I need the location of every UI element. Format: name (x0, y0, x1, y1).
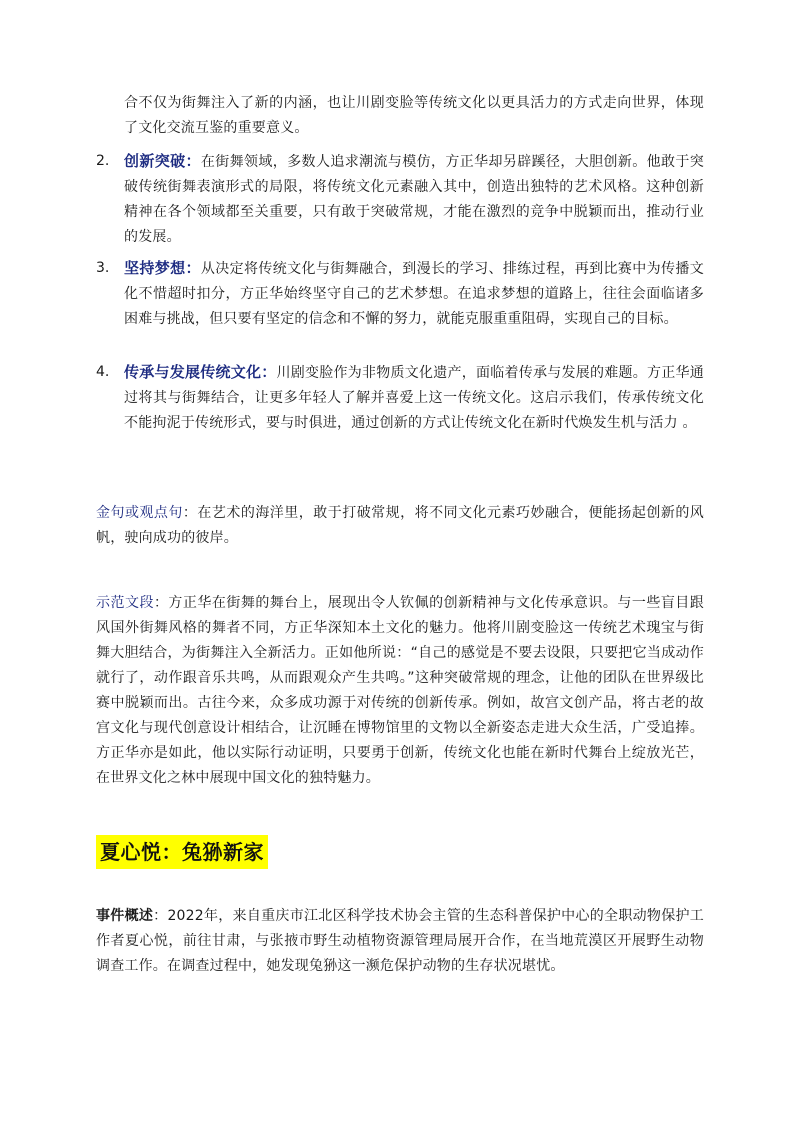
event-summary-separator: ： (153, 908, 168, 924)
list-number: 2. (96, 153, 110, 169)
list-term: 传承与发展传统文化： (124, 363, 277, 381)
golden-quote-label: 金句或观点句 (96, 505, 183, 521)
golden-quote-text: 在艺术的海洋里，敢于打破常规，将不同文化元素巧妙融合，便能扬起创新的风帆，驶向成功的彼岸。 (96, 505, 705, 546)
list-number: 4. (96, 364, 110, 380)
sample-paragraph (96, 591, 704, 791)
sample-paragraph-separator: ： (153, 595, 169, 611)
list-body (124, 149, 704, 250)
event-summary-paragraph (96, 904, 704, 979)
list-term: 创新突破： (124, 152, 201, 170)
section-heading: 夏心悦：兔狲新家 (96, 835, 268, 869)
list-text: 川剧变脸作为非物质文化遗产，面临着传承与发展的难题。方正华通过将其与街舞结合，让更多年轻人了解并喜爱上这一传统文化。这启示我们，传承传统文化不能拘泥于传统形式，要与时俱进，通过创新的方式让传统文化在新时代焕发生机与活力 。 (124, 365, 704, 431)
list-text: 在街舞领域，多数人追求潮流与模仿，方正华却另辟蹊径，大胆创新。他敢于突破传统街舞表演形式的局限，将传统文化元素融入其中，创造出独特的艺术风格。这种创新精神在各个领域都至关重要，只有敢于突破常规，才能在激烈的竞争中脱颖而出，推动行业的发展。 (124, 154, 704, 245)
list-body (124, 360, 704, 436)
list-term: 坚持梦想： (124, 259, 201, 277)
sample-paragraph-text: 方正华在街舞的舞台上，展现出令人钦佩的创新精神与文化传承意识。与一些盲目跟风国外街舞风格的舞者不同，方正华深知本土文化的魅力。他将川剧变脸这一传统艺术瑰宝与街舞大胆结合，为街舞注入全新活力。正如他所说：“自己的感觉是不要去设限，只要把它当成动作就行了，动作跟音乐共鸣，从而跟观众产生共鸣。”这种突破常规的理念，让他的团队在世界级比赛中脱颖而出。古往今来，众多成功源于对传统的创新传承。例如，故宫文创产品，将古老的故宫文化与现代创意设计相结合，让沉睡在博物馆里的文物以全新姿态走进大众生活，广受追捧。方正华亦是如此，他以实际行动证明，只要勇于创新，传统文化也能在新时代舞台上绽放光芒，在世界文化之林中展现中国文化的独特魅力。 (96, 595, 704, 786)
event-summary-text: 2022年，来自重庆市江北区科学技术协会主管的生态科普保护中心的全职动物保护工作者夏心悦，前往甘肃，与张掖市野生动植物资源管理局展开合作，在当地荒漠区开展野生动物调查工作。在调查过程中，她发现兔狲这一濒危保护动物的生存状况堪忧。 (96, 908, 704, 974)
sample-paragraph-label: 示范文段 (96, 595, 154, 611)
list-body (124, 256, 704, 332)
list-number: 3. (96, 260, 110, 276)
golden-quote-separator: ： (182, 505, 198, 521)
golden-quote-paragraph (96, 501, 704, 551)
event-summary-label: 事件概述 (96, 908, 154, 924)
list-text: 从决定将传统文化与街舞融合，到漫长的学习、排练过程，再到比赛中为传播文化不惜超时扣分，方正华始终坚守自己的艺术梦想。在追求梦想的道路上，往往会面临诸多困难与挑战，但只要有坚定的信念和不懈的努力，就能克服重重阻碍，实现自己的目标。 (124, 261, 704, 327)
continuation-paragraph: 合不仅为街舞注入了新的内涵，也让川剧变脸等传统文化以更具活力的方式走向世界，体现了文化交流互鉴的重要意义。 (124, 95, 704, 136)
